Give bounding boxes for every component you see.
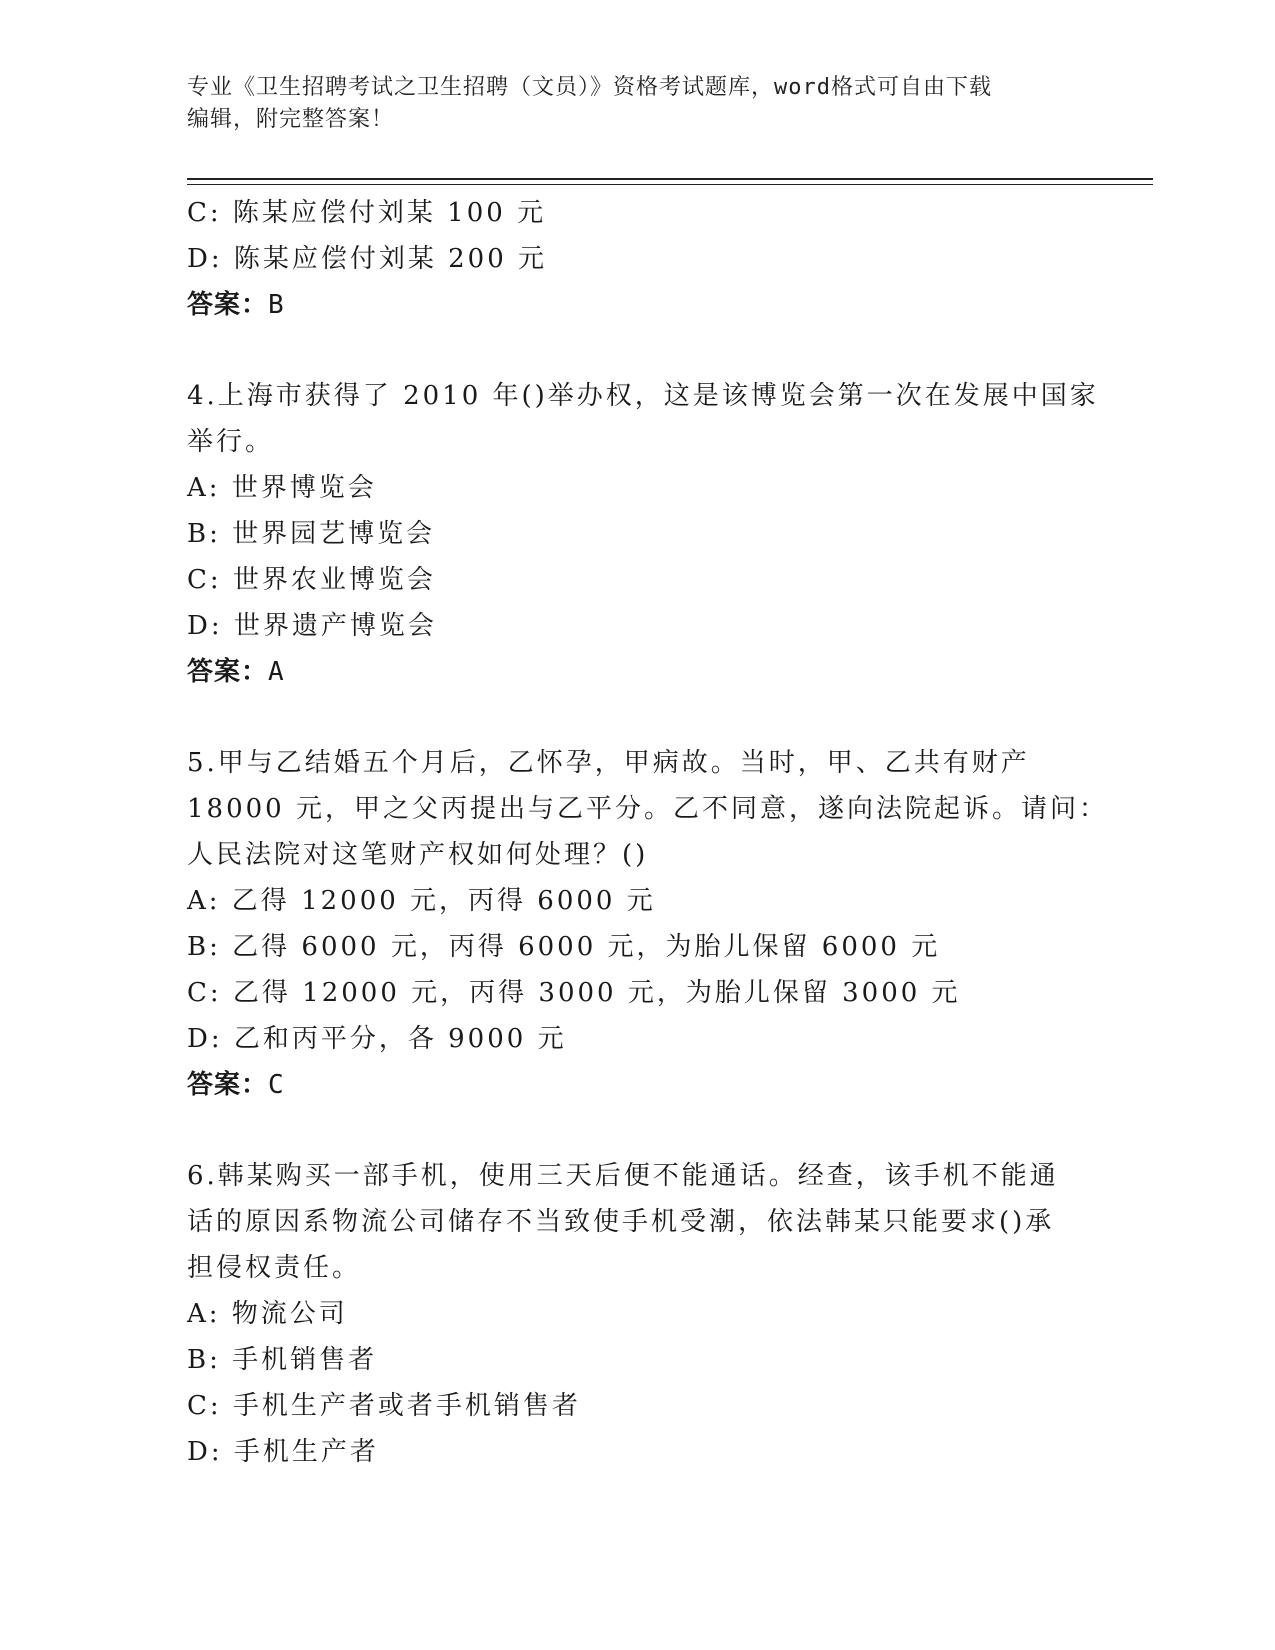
option-c: C: 手机生产者或者手机销售者: [187, 1391, 581, 1421]
answer-line: [187, 282, 1087, 328]
question-3-tail: [187, 190, 1087, 328]
header-line-2: 编辑，附完整答案！: [187, 107, 395, 132]
spacer: [187, 695, 1087, 740]
answer-line: [187, 649, 1087, 695]
option-a: A: 物流公司: [187, 1299, 348, 1329]
answer-value: A: [268, 657, 285, 687]
question-list: [187, 190, 1108, 1475]
option-c: C: 世界农业博览会: [187, 565, 436, 595]
option-b: B: 世界园艺博览会: [187, 519, 436, 549]
question-stem-line: 话的原因系物流公司储存不当致使手机受潮，依法韩某只能要求()承: [187, 1207, 1055, 1237]
option-c: C: 陈某应偿付刘某 100 元: [187, 198, 547, 228]
option-d: D: 陈某应偿付刘某 200 元: [187, 244, 548, 274]
question-5: [187, 740, 1108, 1108]
header-divider-thin: [187, 184, 1153, 185]
option-d: D: 乙和丙平分，各 9000 元: [187, 1024, 567, 1054]
question-stem-line: 18000 元，甲之父丙提出与乙平分。乙不同意，遂向法院起诉。请问：: [187, 794, 1108, 824]
option-b: B: 乙得 6000 元，丙得 6000 元，为胎儿保留 6000 元: [187, 932, 941, 962]
header-divider-thick: [187, 178, 1153, 180]
option-a: A: 乙得 12000 元，丙得 6000 元: [187, 886, 656, 916]
question-stem-line: 担侵权责任。: [187, 1253, 362, 1283]
option-d: D: 手机生产者: [187, 1437, 379, 1467]
question-stem-line: 5.甲与乙结婚五个月后，乙怀孕，甲病故。当时，甲、乙共有财产: [187, 748, 1030, 778]
answer-value: C: [268, 1070, 285, 1100]
question-stem-line: 4.上海市获得了 2010 年()举办权，这是该博览会第一次在发展中国家: [187, 381, 1099, 411]
answer-label: 答案：: [187, 657, 269, 687]
question-4: [187, 373, 1099, 695]
question-stem-line: 6.韩某购买一部手机，使用三天后便不能通话。经查，该手机不能通: [187, 1161, 1059, 1191]
question-stem-line: 人民法院对这笔财产权如何处理？(): [187, 840, 649, 870]
document-header: [187, 72, 1067, 136]
option-a: A: 世界博览会: [187, 473, 377, 503]
option-b: B: 手机销售者: [187, 1345, 378, 1375]
answer-line: [187, 1062, 1087, 1108]
question-6: [187, 1153, 1087, 1475]
spacer: [187, 1108, 1087, 1153]
answer-value: B: [268, 290, 285, 320]
option-c: C: 乙得 12000 元，丙得 3000 元，为胎儿保留 3000 元: [187, 978, 961, 1008]
option-d: D: 世界遗产博览会: [187, 611, 437, 641]
header-line-1: 专业《卫生招聘考试之卫生招聘（文员）》资格考试题库，word格式可自由下载: [187, 75, 992, 100]
spacer: [187, 328, 1087, 373]
answer-label: 答案：: [187, 290, 269, 320]
question-stem-line: 举行。: [187, 427, 275, 457]
answer-label: 答案：: [187, 1070, 269, 1100]
